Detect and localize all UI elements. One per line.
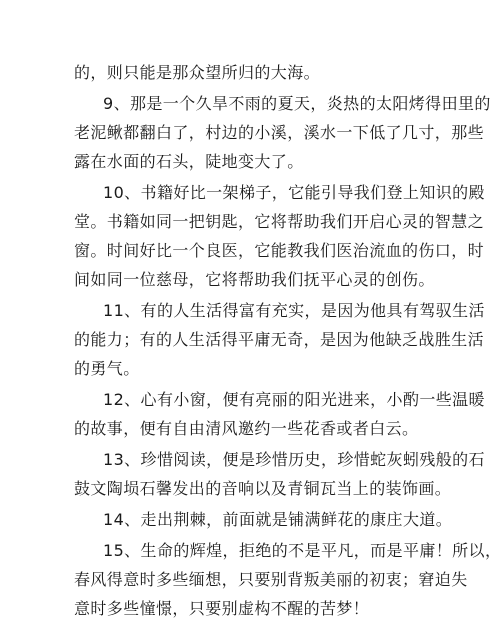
text-line: 15、生命的辉煌，拒绝的不是平凡，而是平庸！所以， (103, 541, 501, 560)
text-line: 的勇气。 (74, 359, 140, 378)
text-line: 的故事，便有自由清风邀约一些花香或者白云。 (74, 419, 419, 438)
text-line: 10、书籍好比一架梯子，它能引导我们登上知识的殿 (103, 183, 485, 202)
document-body (74, 58, 501, 623)
paragraph (74, 385, 485, 443)
text-line: 堂。书籍如同一把钥匙，它将帮助我们开启心灵的智慧之 (74, 212, 485, 231)
text-line: 11、有的人生活得富有充实，是因为他具有驾驭生活 (103, 301, 485, 320)
text-line: 12、心有小窗，便有亮丽的阳光进来，小酌一些温暖 (103, 390, 485, 409)
text-line: 鼓文陶埙石馨发出的音响以及青铜瓦当上的装饰画。 (74, 479, 452, 498)
text-line: 窗。时间好比一个良医，它能教我们医治流血的伤口，时 (74, 241, 485, 260)
text-line: 间如同一位慈母，它将帮助我们抚平心灵的创伤。 (74, 270, 435, 289)
text-line: 春风得意时多些缅想，只要别背叛美丽的初衷；窘迫失 (74, 570, 468, 589)
paragraph (74, 89, 491, 176)
text-line: 14、走出荆棘，前面就是铺满鲜花的康庄大道。 (103, 510, 453, 529)
paragraph (74, 445, 485, 503)
paragraph (74, 178, 485, 294)
text-line: 9、那是一个久旱不雨的夏天，炎热的太阳烤得田里的 (103, 94, 491, 113)
text-line: 的，则只能是那众望所归的大海。 (74, 63, 321, 82)
paragraph (74, 505, 453, 534)
text-line: 的能力；有的人生活得平庸无奇，是因为他缺乏战胜生活 (74, 330, 485, 349)
paragraph (74, 536, 501, 623)
text-line: 13、珍惜阅读，便是珍惜历史，珍惜蛇灰蚓残般的石 (103, 450, 485, 469)
text-line: 露在水面的石头，陡地变大了。 (74, 152, 304, 171)
paragraph (74, 296, 485, 383)
text-line: 老泥鳅都翻白了，村边的小溪，溪水一下低了几寸，那些 (74, 123, 485, 142)
text-line: 意时多些憧憬，只要别虚构不醒的苦梦！ (74, 599, 370, 618)
paragraph-continued (74, 58, 434, 87)
